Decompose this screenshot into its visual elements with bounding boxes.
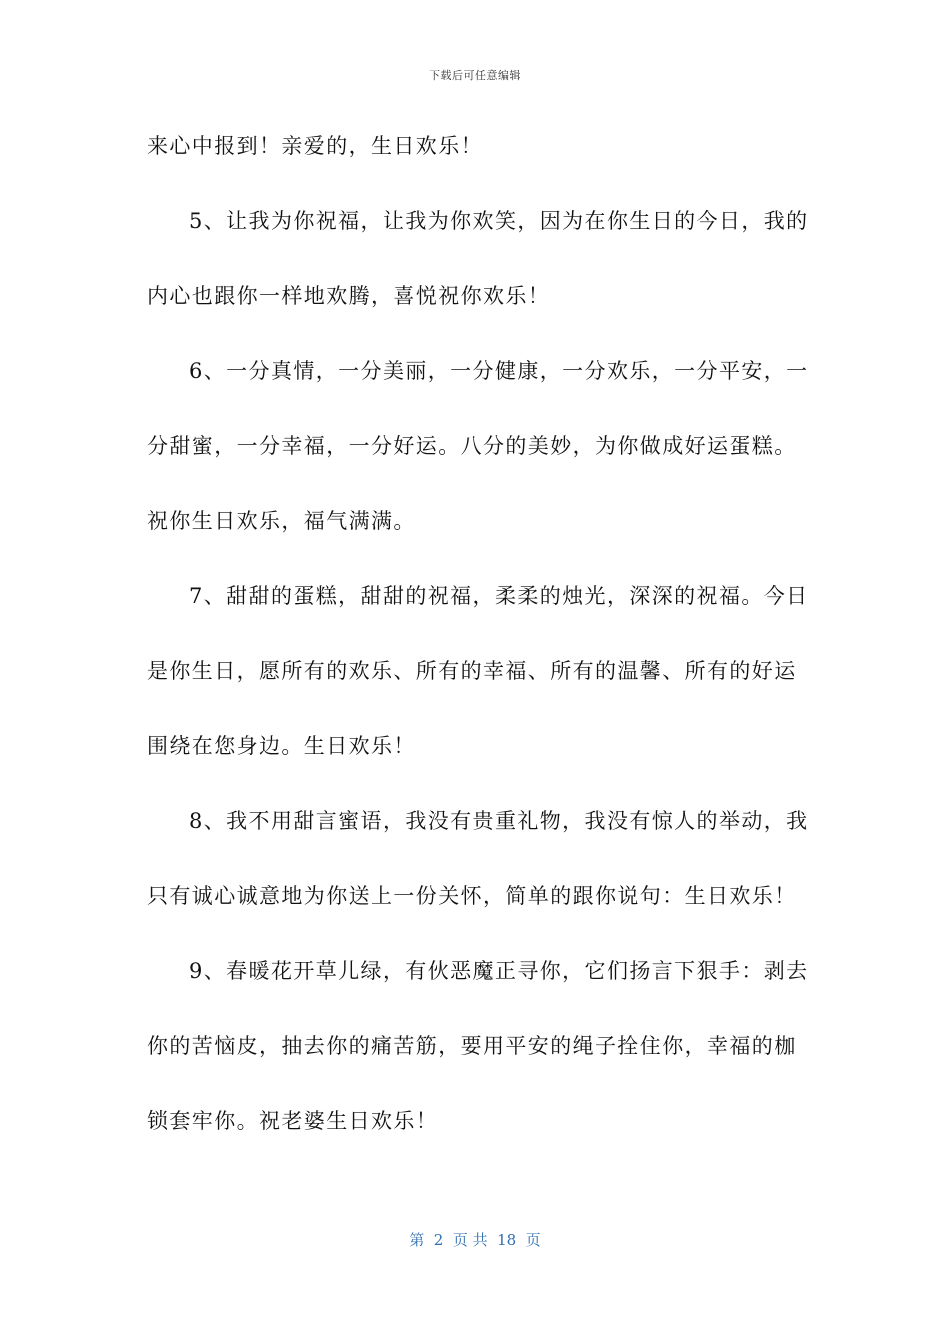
paragraph-9-line-1: 9、春暖花开草儿绿，有伙恶魔正寻你，它们扬言下狠手：剥去 [189,959,809,983]
paragraph-7-line-2: 是你生日，愿所有的欢乐、所有的幸福、所有的温馨、所有的好运 [147,659,797,683]
paragraph-6-line-2: 分甜蜜，一分幸福，一分好运。八分的美妙，为你做成好运蛋糕。 [147,434,797,458]
paragraph-9-line-2: 你的苦恼皮，抽去你的痛苦筋，要用平安的绳子拴住你，幸福的枷 [147,1034,797,1058]
paragraph-6-line-1: 6、一分真情，一分美丽，一分健康，一分欢乐，一分平安，一 [189,359,809,383]
paragraph-5-line-2: 内心也跟你一样地欢腾，喜悦祝你欢乐！ [147,284,551,308]
page-number: 第 2 页 共 18 页 [409,1231,541,1249]
header-note: 下载后可任意编辑 [429,69,521,82]
paragraph-7-line-3: 围绕在您身边。生日欢乐！ [147,734,416,758]
paragraph-8-line-2: 只有诚心诚意地为你送上一份关怀，简单的跟你说句：生日欢乐！ [147,884,797,908]
paragraph-5-line-1: 5、让我为你祝福，让我为你欢笑，因为在你生日的今日，我的 [189,209,809,233]
paragraph-6-line-3: 祝你生日欢乐，福气满满。 [147,509,416,533]
paragraph-7-line-1: 7、甜甜的蛋糕，甜甜的祝福，柔柔的烛光，深深的祝福。今日 [189,584,809,608]
document-body [147,126,807,1176]
paragraph-9-line-3: 锁套牢你。祝老婆生日欢乐！ [147,1109,439,1133]
paragraph-8-line-1: 8、我不用甜言蜜语，我没有贵重礼物，我没有惊人的举动，我 [189,809,809,833]
text-line: 来心中报到！亲爱的，生日欢乐！ [147,134,483,158]
